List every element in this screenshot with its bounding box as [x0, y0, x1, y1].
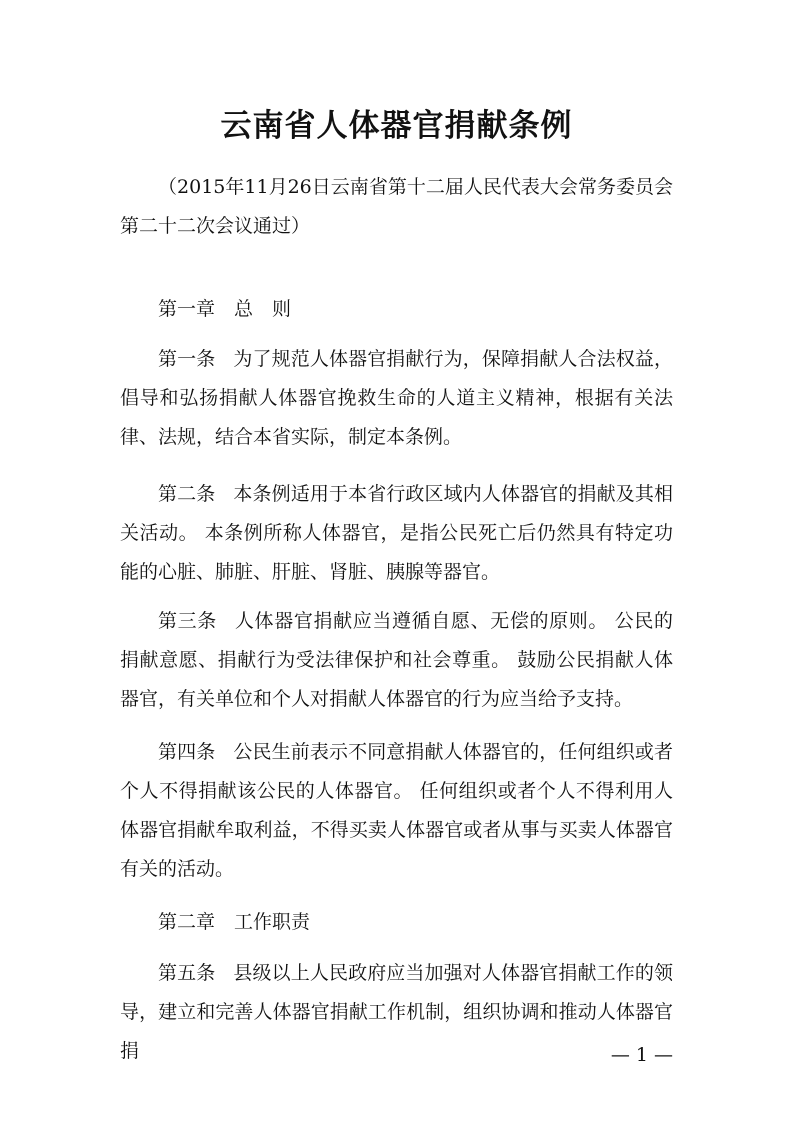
- article-text: 本条例适用于本省行政区域内人体器官的捐献及其相关活动。 本条例所称人体器官，是指公民死亡后仍然具有特定功能的心脏、肺脏、肝脏、肾脏、胰腺等器官。: [120, 483, 673, 583]
- article-5: [120, 954, 673, 1071]
- article-text: 公民生前表示不同意捐献人体器官的，任何组织或者个人不得捐献该公民的人体器官。 任何组织或者个人不得利用人体器官捐献牟取利益，不得买卖人体器官或者从事与买卖人体器官有关的活动。: [120, 741, 673, 880]
- article-2: [120, 475, 673, 592]
- article-label: 第三条: [158, 610, 217, 632]
- article-1: [120, 340, 673, 457]
- document-subtitle: （2015年11月26日云南省第十二届人民代表大会常务委员会第二十二次会议通过）: [120, 176, 673, 237]
- article-label: 第二条: [158, 483, 216, 505]
- article-label: 第五条: [158, 962, 216, 984]
- article-3: [120, 602, 673, 719]
- article-4: [120, 733, 673, 889]
- article-text: 为了规范人体器官捐献行为，保障捐献人合法权益，倡导和弘扬捐献人体器官挽救生命的人道主义精神，根据有关法律、法规，结合本省实际，制定本条例。: [120, 348, 673, 448]
- document-title: 云南省人体器官捐献条例: [220, 108, 573, 144]
- page-number: — 1 —: [610, 1044, 673, 1066]
- chapter-heading-1: 第一章 总 则: [158, 298, 292, 320]
- article-label: 第四条: [158, 741, 216, 763]
- article-label: 第一条: [158, 348, 216, 370]
- chapter-heading-2: 第二章 工作职责: [158, 911, 311, 933]
- article-text: 县级以上人民政府应当加强对人体器官捐献工作的领导，建立和完善人体器官捐献工作机制，组织协调和推动人体器官捐: [120, 962, 673, 1062]
- article-text: 人体器官捐献应当遵循自愿、无偿的原则。 公民的捐献意愿、捐献行为受法律保护和社会尊重。 鼓励公民捐献人体器官，有关单位和个人对捐献人体器官的行为应当给予支持。: [120, 610, 673, 710]
